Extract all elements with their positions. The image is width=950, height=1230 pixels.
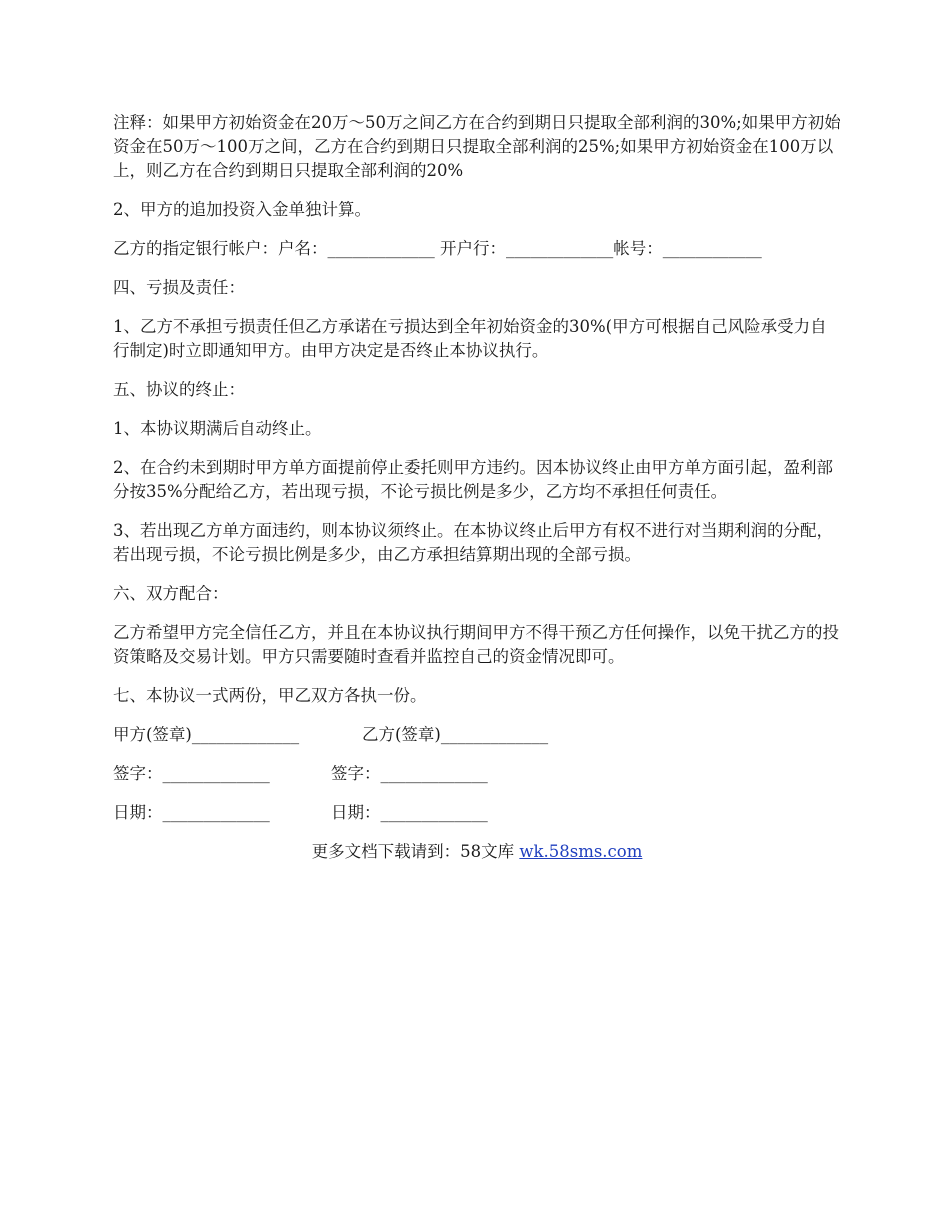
party-b-sign: 签字：_____________	[331, 764, 488, 783]
clause-loss-responsibility: 1、乙方不承担亏损责任但乙方承诺在亏损达到全年初始资金的30%(甲方可根据自己风险承受力自行制定)时立即通知甲方。由甲方决定是否终止本协议执行。	[113, 317, 827, 360]
clause-termination-2: 2、在合约未到期时甲方单方面提前停止委托则甲方违约。因本协议终止由甲方单方面引起，盈利部分按35%分配给乙方，若出现亏损，不论亏损比例是多少，乙方均不承担任何责任。	[113, 458, 833, 501]
document-body	[113, 111, 841, 864]
note-paragraph: 注释：如果甲方初始资金在20万～50万之间乙方在合约到期日只提取全部利润的30%;如果甲方初始资金在50万～100万之间，乙方在合约到期日只提取全部利润的25%;如果甲方初始资金在100万以上，则乙方在合约到期日只提取全部利润的20%	[113, 113, 841, 180]
signature-date-row	[113, 801, 841, 825]
section-heading-loss: 四、亏损及责任：	[113, 278, 245, 297]
bank-account-line: 乙方的指定银行帐户：户名：_____________ 开户行：_____________帐号：____________	[113, 239, 762, 258]
party-b-date: 日期：_____________	[331, 803, 488, 822]
clause-additional-investment: 2、甲方的追加投资入金单独计算。	[113, 200, 371, 219]
download-footer	[113, 840, 841, 864]
footer-text: 更多文档下载请到：58文库	[311, 842, 520, 861]
section-heading-copies: 七、本协议一式两份，甲乙双方各执一份。	[113, 686, 427, 705]
section-heading-termination: 五、协议的终止：	[113, 380, 245, 399]
clause-cooperation: 乙方希望甲方完全信任乙方，并且在本协议执行期间甲方不得干预乙方任何操作，以免干扰乙方的投资策略及交易计划。甲方只需要随时查看并监控自己的资金情况即可。	[113, 623, 839, 666]
party-a-date: 日期：_____________	[113, 803, 270, 822]
clause-termination-3: 3、若出现乙方单方面违约，则本协议须终止。在本协议终止后甲方有权不进行对当期利润的分配，若出现亏损，不论亏损比例是多少，由乙方承担结算期出现的全部亏损。	[113, 521, 833, 564]
party-b-seal: 乙方(签章)_____________	[362, 725, 549, 744]
footer-link[interactable]: wk.58sms.com	[519, 842, 643, 861]
signature-seal-row	[113, 723, 841, 747]
section-heading-cooperation: 六、双方配合：	[113, 584, 229, 603]
party-a-seal: 甲方(签章)_____________	[113, 725, 300, 744]
party-a-sign: 签字：_____________	[113, 764, 270, 783]
clause-termination-1: 1、本协议期满后自动终止。	[113, 419, 322, 438]
signature-sign-row	[113, 762, 841, 786]
